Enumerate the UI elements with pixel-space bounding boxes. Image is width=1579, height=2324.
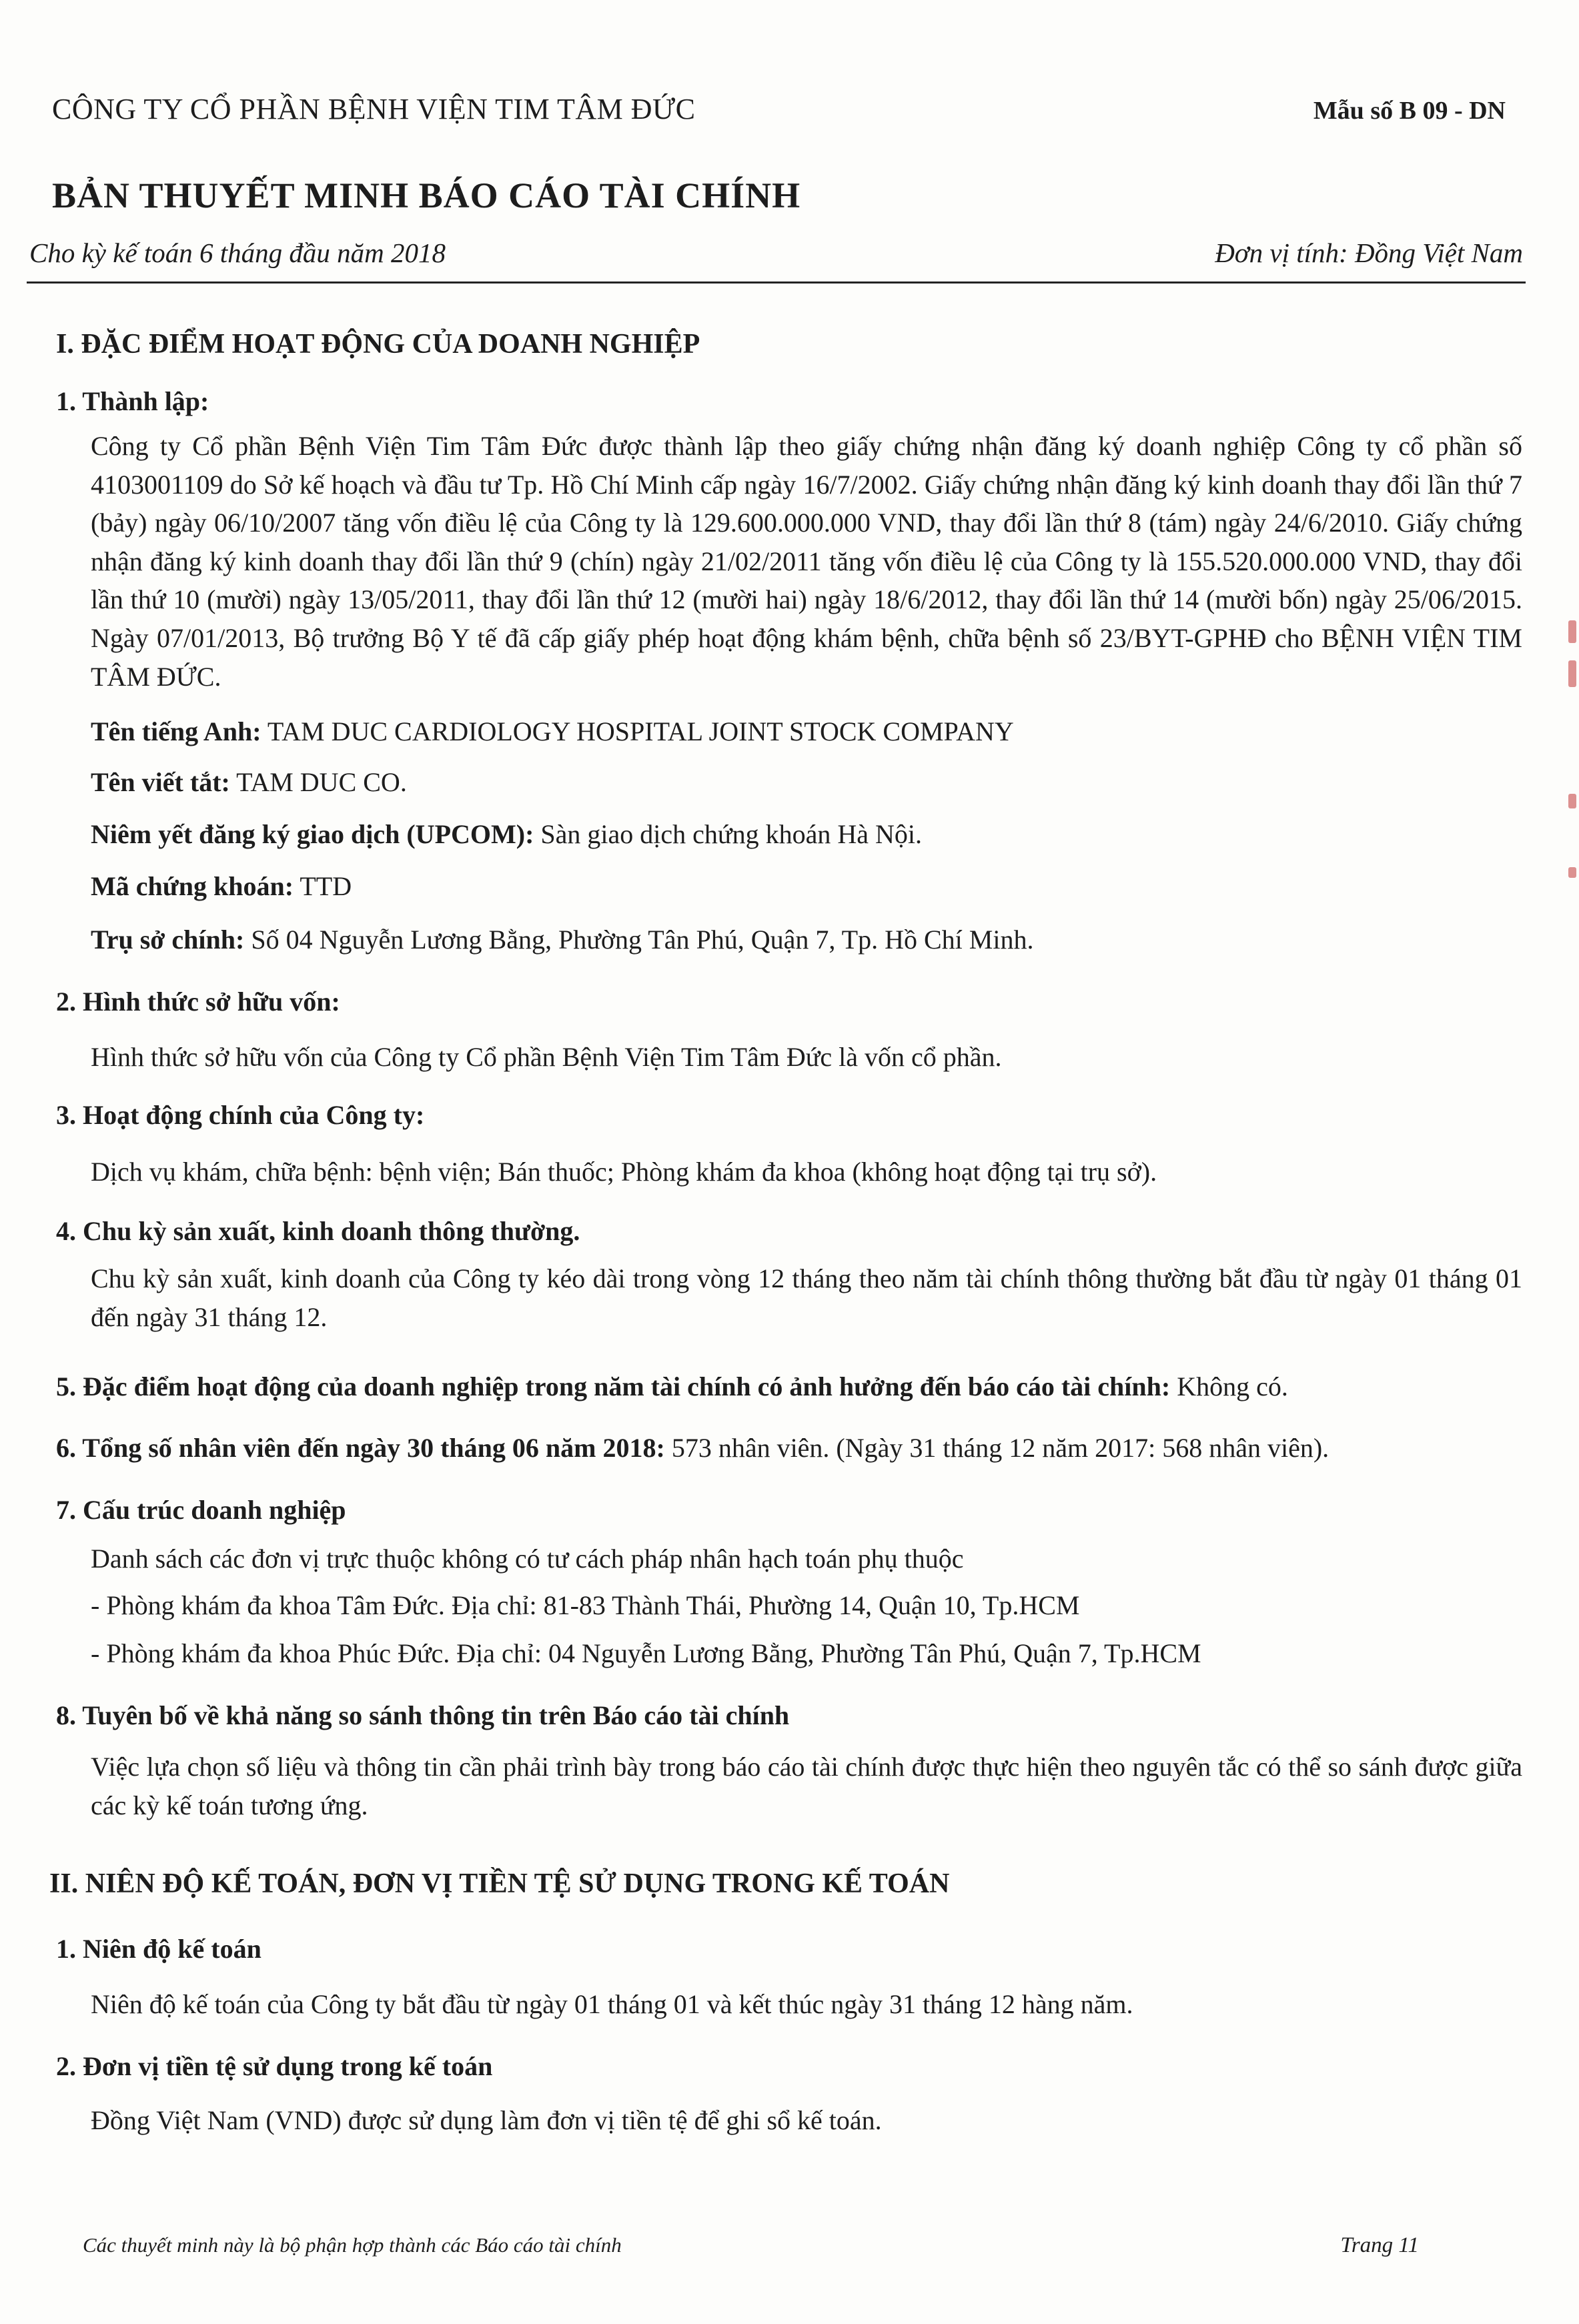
- section-1-4-body: Chu kỳ sản xuất, kinh doanh của Công ty kéo dài trong vòng 12 tháng theo năm tài chính thông thường bắt đầu từ ngày 01 tháng 01 đến ngày 31 tháng 12.: [91, 1263, 1522, 1332]
- section-1-7-title: 7. Cấu trúc doanh nghiệp: [56, 1495, 346, 1525]
- english-name-row: [91, 712, 1014, 751]
- ticker-label: Mã chứng khoán:: [91, 871, 294, 901]
- listing-row: [91, 815, 922, 854]
- header-divider: [27, 281, 1526, 283]
- section-2-1-title: 1. Niên độ kế toán: [56, 1934, 261, 1964]
- section-1-6-value: 573 nhân viên. (Ngày 31 tháng 12 năm 2017: 568 nhân viên).: [671, 1433, 1330, 1463]
- section-1-8-title: 8. Tuyên bố về khả năng so sánh thông tin trên Báo cáo tài chính: [56, 1700, 790, 1730]
- section-2-2-title: 2. Đơn vị tiền tệ sử dụng trong kế toán: [56, 2051, 493, 2081]
- section-1-3-title: 3. Hoạt động chính của Công ty:: [56, 1100, 425, 1130]
- section-1-2-title: 2. Hình thức sở hữu vốn:: [56, 987, 340, 1017]
- currency-unit: Đơn vị tính: Đồng Việt Nam: [1215, 237, 1523, 268]
- section-1-3-body: Dịch vụ khám, chữa bệnh: bệnh viện; Bán thuốc; Phòng khám đa khoa (không hoạt động tại trụ sở).: [91, 1157, 1157, 1187]
- affiliate-item: - Phòng khám đa khoa Phúc Đức. Địa chỉ: 04 Nguyễn Lương Bằng, Phường Tân Phú, Quận 7, Tp.HCM: [91, 1638, 1201, 1668]
- form-number: Mẫu số B 09 - DN: [1313, 97, 1506, 125]
- section-1-5-row: [56, 1367, 1288, 1406]
- section-1-2-body: Hình thức sở hữu vốn của Công ty Cổ phần Bệnh Viện Tim Tâm Đức là vốn cổ phần.: [91, 1042, 1002, 1072]
- section-1-5-title: 5. Đặc điểm hoạt động của doanh nghiệp trong năm tài chính có ảnh hưởng đến báo cáo tài chính:: [56, 1371, 1171, 1401]
- section-1-6-row: [56, 1429, 1329, 1468]
- page-number: Trang 11: [1340, 2233, 1419, 2257]
- short-name-row: [91, 763, 407, 802]
- stamp-trace: [1568, 867, 1576, 878]
- reporting-period: Cho kỳ kế toán 6 tháng đầu năm 2018: [29, 237, 446, 268]
- listing-value: Sàn giao dịch chứng khoán Hà Nội.: [540, 819, 922, 849]
- headquarters-value: Số 04 Nguyễn Lương Bằng, Phường Tân Phú, Quận 7, Tp. Hồ Chí Minh.: [251, 925, 1034, 955]
- stamp-trace: [1568, 660, 1576, 687]
- short-name-value: TAM DUC CO.: [236, 767, 407, 797]
- ticker-row: [91, 867, 352, 906]
- footer-note: Các thuyết minh này là bộ phận hợp thành các Báo cáo tài chính: [83, 2233, 622, 2257]
- section-2-1-body: Niên độ kế toán của Công ty bắt đầu từ ngày 01 tháng 01 và kết thúc ngày 31 tháng 12 hàng năm.: [91, 1989, 1133, 2019]
- section-1-7-body: Danh sách các đơn vị trực thuộc không có tư cách pháp nhân hạch toán phụ thuộc: [91, 1544, 964, 1574]
- company-name: CÔNG TY CỔ PHẦN BỆNH VIỆN TIM TÂM ĐỨC: [52, 93, 696, 125]
- listing-label: Niêm yết đăng ký giao dịch (UPCOM):: [91, 819, 534, 849]
- stamp-trace: [1568, 794, 1576, 808]
- affiliate-item: - Phòng khám đa khoa Tâm Đức. Địa chỉ: 81-83 Thành Thái, Phường 14, Quận 10, Tp.HCM: [91, 1590, 1080, 1620]
- section-1-6-title: 6. Tổng số nhân viên đến ngày 30 tháng 06 năm 2018:: [56, 1433, 665, 1463]
- headquarters-row: [91, 921, 1033, 959]
- section-1-title: I. ĐẶC ĐIỂM HOẠT ĐỘNG CỦA DOANH NGHIỆP: [56, 329, 700, 360]
- section-1-1-title: 1. Thành lập:: [56, 386, 209, 416]
- english-name-label: Tên tiếng Anh:: [91, 716, 261, 746]
- ticker-value: TTD: [300, 871, 352, 901]
- stamp-trace: [1568, 620, 1576, 643]
- short-name-label: Tên viết tắt:: [91, 767, 230, 797]
- english-name-value: TAM DUC CARDIOLOGY HOSPITAL JOINT STOCK COMPANY: [267, 716, 1014, 746]
- section-2-2-body: Đồng Việt Nam (VND) được sử dụng làm đơn vị tiền tệ để ghi sổ kế toán.: [91, 2105, 882, 2135]
- section-2-title: II. NIÊN ĐỘ KẾ TOÁN, ĐƠN VỊ TIỀN TỆ SỬ DỤNG TRONG KẾ TOÁN: [49, 1868, 950, 1899]
- section-1-5-value: Không có.: [1177, 1371, 1288, 1401]
- section-1-1-body: Công ty Cổ phần Bệnh Viện Tim Tâm Đức được thành lập theo giấy chứng nhận đăng ký doanh nghiệp Công ty cổ phần số 4103001109 do Sở kế hoạch và đầu tư Tp. Hồ Chí Minh cấp ngày 16/7/2002. Giấy chứng nhận đăng ký kinh doanh thay đổi lần thứ 7 (bảy) ngày 06/10/2007 tăng vốn điều lệ của Công ty là 129.600.000.000 VND, thay đổi lần thứ 8 (tám) ngày 24/6/2010. Giấy chứng nhận đăng ký kinh doanh thay đổi lần thứ 9 (chín) ngày 21/02/2011 tăng vốn điều lệ của Công ty là 155.520.000.000 VND, thay đổi lần thứ 10 (mười) ngày 13/05/2011, thay đổi lần thứ 12 (mười hai) ngày 18/6/2012, thay đổi lần thứ 14 (mười bốn) ngày 25/06/2015. Ngày 07/01/2013, Bộ trưởng Bộ Y tế đã cấp giấy phép hoạt động khám bệnh, chữa bệnh số 23/BYT-GPHĐ cho BỆNH VIỆN TIM TÂM ĐỨC.: [91, 431, 1522, 692]
- headquarters-label: Trụ sở chính:: [91, 925, 245, 955]
- section-1-8-body: Việc lựa chọn số liệu và thông tin cần phải trình bày trong báo cáo tài chính được thực hiện theo nguyên tắc có thể so sánh được giữa các kỳ kế toán tương ứng.: [91, 1752, 1522, 1820]
- document-title: BẢN THUYẾT MINH BÁO CÁO TÀI CHÍNH: [52, 175, 801, 215]
- section-1-4-title: 4. Chu kỳ sản xuất, kinh doanh thông thường.: [56, 1216, 580, 1246]
